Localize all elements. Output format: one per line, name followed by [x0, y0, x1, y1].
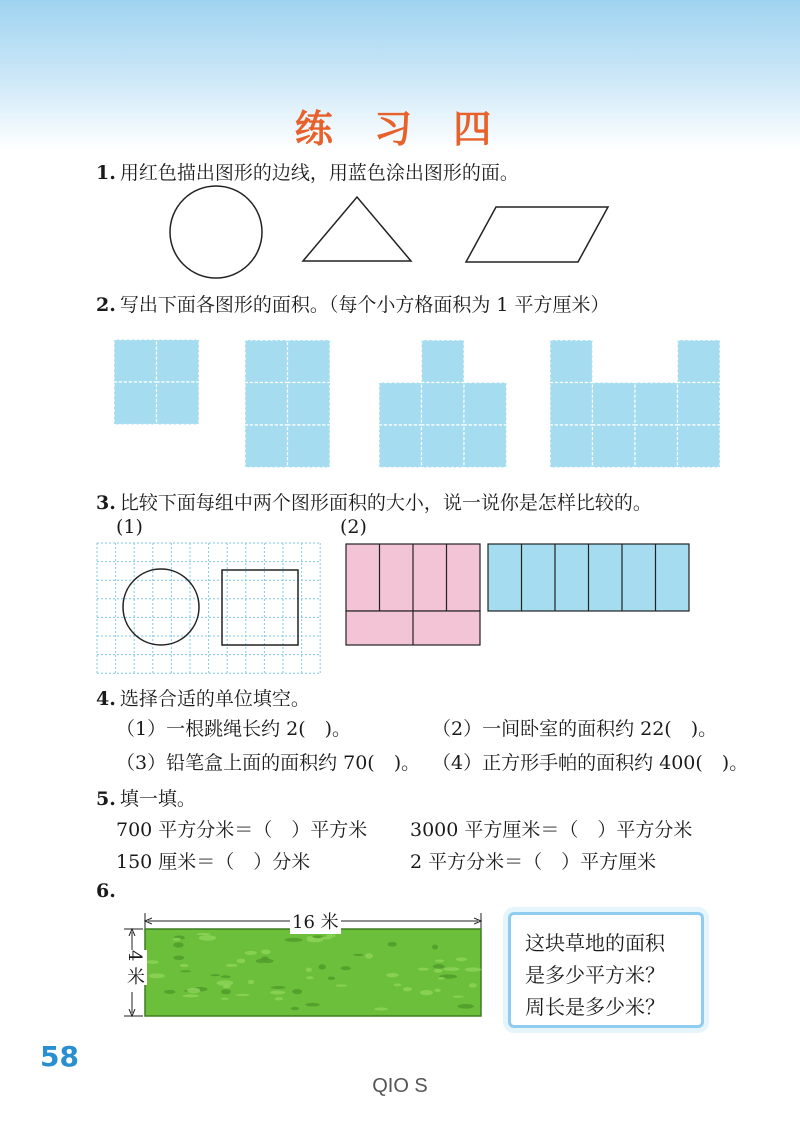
- page-title: 练 习 四: [294, 107, 506, 151]
- part-label-2: (2): [340, 516, 367, 538]
- part-label-1: (1): [116, 516, 143, 538]
- footer-watermark: QIO S: [372, 1075, 428, 1097]
- q5-item-3: 150 厘米＝（ ）分米: [116, 851, 311, 873]
- question-text: 比较下面每组中两个图形面积的大小，说一说你是怎样比较的。: [119, 492, 652, 514]
- q4-item-1: （1）一根跳绳长约 2( )。: [116, 718, 352, 740]
- bubble-line-1: 这块草地的面积: [525, 931, 665, 955]
- q5-item-1: 700 平方分米＝（ ）平方米: [116, 819, 368, 841]
- question-number: 2.: [96, 294, 116, 316]
- q4-item-2: （2）一间卧室的面积约 22( )。: [432, 718, 718, 740]
- question-number: 4.: [96, 688, 116, 710]
- q4-item-4: （4）正方形手帕的面积约 400( )。: [432, 752, 749, 774]
- question-text: 用红色描出图形的边线，用蓝色涂出图形的面。: [119, 162, 519, 184]
- question-number: 5.: [96, 788, 116, 810]
- question-text: 选择合适的单位填空。: [119, 688, 310, 710]
- q5-item-2: 3000 平方厘米＝（ ）平方分米: [410, 819, 693, 841]
- question-number: 1.: [96, 162, 116, 184]
- bubble-line-3: 周长是多少米？: [525, 995, 665, 1019]
- question-number: 6.: [96, 880, 116, 902]
- q4-item-3: （3）铅笔盒上面的面积约 70( )。: [116, 752, 421, 774]
- q5-item-4: 2 平方分米＝（ ）平方厘米: [410, 851, 657, 873]
- page-number: 58: [40, 1040, 79, 1073]
- width-label: 16 米: [290, 908, 341, 934]
- bubble-line-2: 是多少平方米？: [525, 963, 665, 987]
- question-text: 填一填。: [119, 788, 196, 810]
- question-number: 3.: [96, 492, 116, 514]
- question-bubble: [508, 912, 704, 1028]
- height-label: 4 米: [121, 950, 147, 985]
- question-text: 写出下面各图形的面积。（每个小方格面积为 1 平方厘米）: [119, 294, 610, 316]
